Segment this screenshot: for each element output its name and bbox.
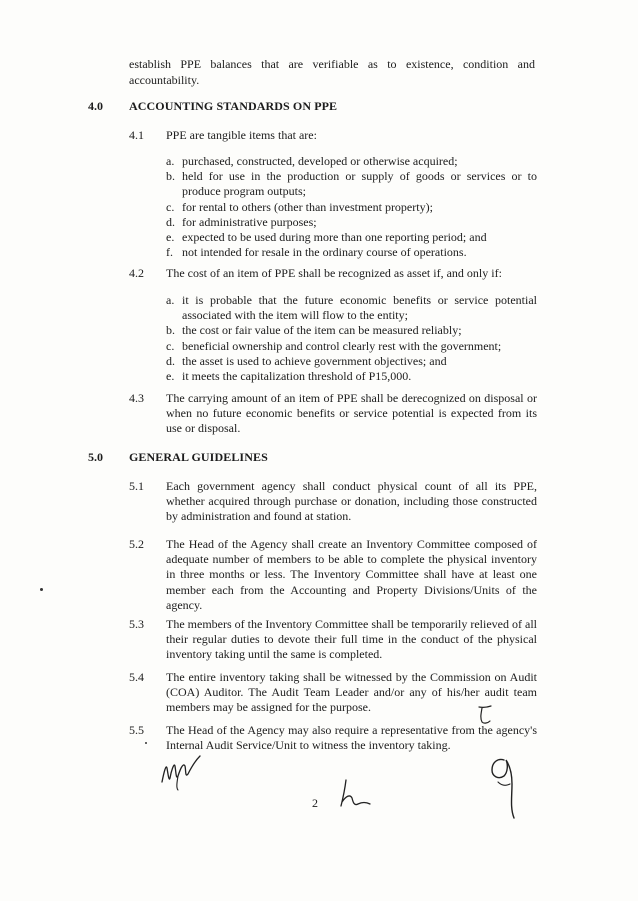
list-item (166, 215, 537, 230)
criteria-list (166, 293, 537, 384)
list-letter: e. (166, 230, 175, 245)
list-item (166, 339, 537, 354)
list-text: it is probable that the future economic benefits or service potential associated with the item will flow to the entity; (182, 293, 537, 323)
list-letter: b. (166, 323, 175, 338)
list-item (166, 200, 537, 215)
list-letter: a. (166, 154, 175, 168)
item-text: The carrying amount of an item of PPE shall be derecognized on disposal or when no future economic benefits or service potential is expected from its use or disposal. (166, 391, 537, 436)
item-text: The cost of an item of PPE shall be recognized as asset if, and only if: (166, 266, 502, 280)
item-text: The entire inventory taking shall be witnessed by the Commission on Audit (COA) Auditor. The Audit Team Leader and/or any of his/her audit team members may be assigned for the purpose. (166, 670, 537, 715)
list-item (166, 354, 537, 369)
item-text: The members of the Inventory Committee shall be temporarily relieved of all their regular duties to devote their full time in the conduct of the physical inventory taking until the same is completed. (166, 617, 537, 662)
list-text: for administrative purposes; (182, 214, 317, 229)
list-text: for rental to others (other than investment property); (182, 199, 433, 214)
list-text: not intended for resale in the ordinary course of operations. (182, 245, 467, 260)
intro-paragraph: establish PPE balances that are verifiable as to existence, condition and accountability. (129, 57, 535, 87)
item-number: 5.5 (129, 723, 144, 737)
list-letter: d. (166, 214, 175, 229)
criteria-list (166, 154, 537, 260)
list-letter: c. (166, 199, 175, 214)
list-item (166, 154, 537, 169)
item-text: Each government agency shall conduct physical count of all its PPE, whether acquired through purchase or donation, including those constructed by administration and found at station. (166, 479, 537, 524)
scan-speck (145, 742, 147, 744)
list-text: purchased, constructed, developed or otherwise acquired; (182, 154, 458, 168)
list-text: the cost or fair value of the item can be measured reliably; (182, 323, 462, 338)
list-letter: b. (166, 169, 175, 184)
item-text: PPE are tangible items that are: (166, 128, 317, 142)
list-letter: c. (166, 338, 175, 353)
item-number: 4.2 (129, 266, 144, 280)
list-text: held for use in the production or supply of goods or services or to produce program outputs; (182, 169, 537, 199)
list-item (166, 230, 537, 245)
item-number: 5.4 (129, 670, 144, 684)
list-item (166, 293, 537, 323)
list-letter: a. (166, 293, 175, 307)
section-number: 5.0 (88, 450, 103, 464)
list-text: expected to be used during more than one reporting period; and (182, 230, 487, 245)
list-item (166, 169, 537, 199)
item-number: 4.3 (129, 391, 144, 405)
list-item (166, 245, 537, 260)
handwritten-initials-right (478, 752, 528, 824)
item-number: 5.1 (129, 479, 144, 493)
section-title: GENERAL GUIDELINES (129, 450, 268, 464)
item-number: 4.1 (129, 128, 144, 142)
item-number: 5.2 (129, 537, 144, 551)
scan-speck (40, 588, 43, 591)
item-text: The Head of the Agency may also require a representative from the agency's Internal Audit Service/Unit to witness the inventory taking. (166, 723, 537, 753)
handwritten-initials-left (158, 752, 204, 794)
section-title: ACCOUNTING STANDARDS ON PPE (129, 99, 338, 113)
item-text: The Head of the Agency shall create an Inventory Committee composed of adequate number of members to be able to complete the physical inventory in three months or less. The Inventory Committee shall have at least one member each from the Accounting and Property Divisions/Units of the agency. (166, 537, 537, 612)
list-text: the asset is used to achieve government objectives; and (182, 353, 447, 368)
list-letter: e. (166, 369, 175, 384)
list-text: it meets the capitalization threshold of P15,000. (182, 369, 412, 384)
handwritten-mark (476, 704, 494, 726)
list-item (166, 323, 537, 338)
item-number: 5.3 (129, 617, 144, 631)
section-number: 4.0 (88, 99, 103, 113)
list-item (166, 369, 537, 384)
list-letter: d. (166, 353, 175, 368)
page-number: 2 (312, 796, 318, 810)
handwritten-initials-center (336, 776, 376, 810)
list-text: beneficial ownership and control clearly rest with the government; (182, 338, 502, 353)
list-letter: f. (166, 245, 173, 260)
